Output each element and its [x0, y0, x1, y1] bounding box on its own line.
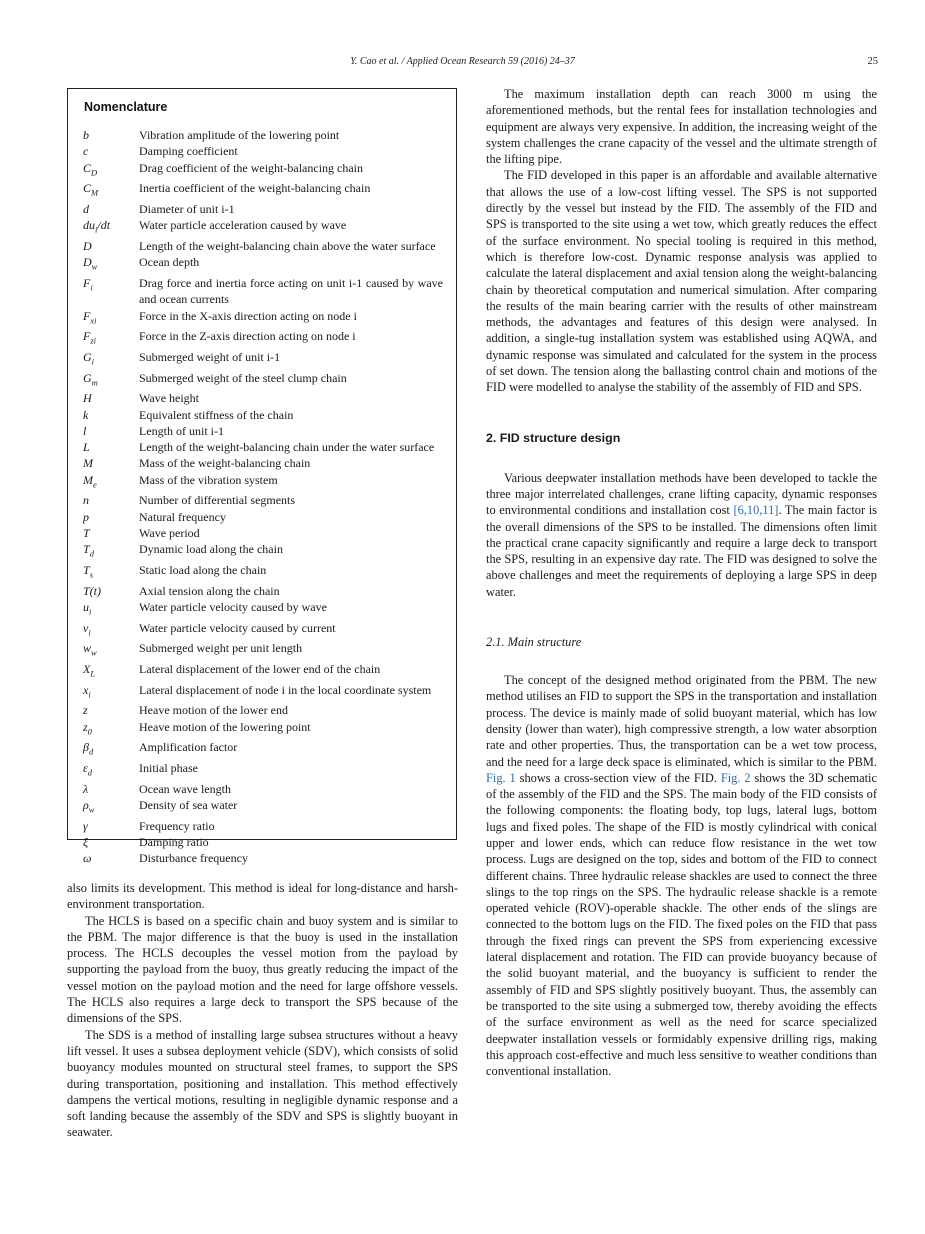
nomenclature-definition: Force in the Z-axis direction acting on node i — [139, 329, 356, 344]
nomenclature-symbol: $\rho_w$ — [83, 798, 95, 815]
nomenclature-row — [83, 781, 443, 797]
nomenclature-row — [83, 541, 443, 562]
nomenclature-definition: Heave motion of the lowering point — [139, 719, 311, 734]
nomenclature-row — [83, 797, 443, 818]
section-text-1: Various deepwater installation methods have been developed to tackle the three major interrelated challenges, crane lifting capacity, dynamic responses to environmental conditions and installation cost — [486, 470, 877, 518]
nomenclature-definition: Mass of the weight-balancing chain — [139, 456, 311, 471]
nomenclature-row — [83, 275, 443, 308]
nomenclature-definition: Damping ratio — [139, 835, 209, 850]
nomenclature-definition: Dynamic load along the chain — [139, 542, 283, 557]
nomenclature-symbol: ω — [83, 851, 92, 866]
nomenclature-symbol: p — [83, 509, 89, 524]
nomenclature-definition: Drag force and inertia force acting on unit i-1 caused by wave and ocean currents — [139, 275, 443, 307]
nomenclature-definition: Length of the weight-balancing chain above the water surface — [139, 238, 436, 253]
nomenclature-definition: Submerged weight of the steel clump chain — [139, 370, 347, 385]
nomenclature-symbol: $v_i$ — [83, 620, 91, 638]
left-paragraph-1: also limits its development. This method is ideal for long-distance and harsh-environment transportation. — [67, 881, 458, 912]
nomenclature-definition: Inertia coefficient of the weight-balancing chain — [139, 181, 371, 196]
nomenclature-symbol: $C_M$ — [83, 181, 99, 198]
nomenclature-row — [83, 370, 443, 391]
nomenclature-row — [83, 238, 443, 254]
nomenclature-row — [83, 349, 443, 370]
right-paragraph-1: The maximum installation depth can reach 3000 m using the aforementioned methods, but the rental fees for installation technologies and equipment are always very expensive. In addition, the increasing weight of the system challenges the crane capacity of the vessel and the ultimate strength of the lifting pipe. — [486, 87, 877, 167]
nomenclature-row — [83, 702, 443, 718]
nomenclature-symbol: H — [83, 391, 92, 406]
nomenclature-definition: Density of sea water — [139, 798, 238, 813]
nomenclature-row — [83, 217, 443, 238]
nomenclature-row — [83, 492, 443, 508]
nomenclature-row — [83, 739, 443, 760]
nomenclature-symbol: l — [83, 423, 87, 438]
nomenclature-row — [83, 160, 443, 181]
nomenclature-symbol: $x_i$ — [83, 682, 91, 700]
nomenclature-definition: Water particle acceleration caused by wave — [139, 218, 347, 233]
nomenclature-symbol: T — [83, 526, 90, 541]
nomenclature-definition: Ocean depth — [139, 255, 200, 270]
nomenclature-symbol: d — [83, 201, 89, 216]
nomenclature-definition: Vibration amplitude of the lowering point — [139, 128, 340, 142]
nomenclature-definition: Submerged weight of unit i-1 — [139, 349, 281, 364]
nomenclature-definition: Initial phase — [139, 761, 198, 776]
nomenclature-symbol: ξ — [83, 835, 89, 850]
section-text-2: . The main factor is the overall dimensions of the SPS to be installed. The dimensions often limit the practical crane capacity significantly and require a large deck to transport the SPS, resulting in an expensive day rate. The FID was designed to solve the above challenges and meet the requirements of deploying a large SPS in deep water. — [486, 503, 877, 599]
nomenclature-symbol: z — [83, 703, 88, 718]
nomenclature-row — [83, 719, 443, 740]
nomenclature-definition: Diameter of unit i-1 — [139, 201, 235, 216]
nomenclature-symbol: λ — [83, 781, 89, 796]
nomenclature-definition: Force in the X-axis direction acting on node i — [139, 308, 357, 323]
nomenclature-symbol: $T_d$ — [83, 542, 94, 559]
left-paragraph-2: The HCLS is based on a specific chain and buoy system and is similar to the PBM. The major difference is that the buoy is used in the installation process. The HCLS decouples the vessel motion from the payload by supporting the payload from the buoy, thus greatly reducing the impact of the vessel motion on the payload motion and the need for large offshore vessels. The HCLS also requires a large deck to transport the SPS because of the dimensions of the SPS. — [67, 913, 458, 1026]
nomenclature-row — [83, 562, 443, 583]
nomenclature-row — [83, 439, 443, 455]
nomenclature-row — [83, 599, 443, 620]
nomenclature-symbol: b — [83, 128, 89, 142]
nomenclature-definition: Length of the weight-balancing chain under the water surface — [139, 440, 435, 455]
nomenclature-symbol: $F_{zi}$ — [83, 329, 97, 346]
nomenclature-definition: Wave period — [139, 526, 200, 541]
nomenclature-row — [83, 423, 443, 439]
nomenclature-row — [83, 509, 443, 525]
nomenclature-row — [83, 254, 443, 275]
nomenclature-symbol: $G_m$ — [83, 370, 98, 387]
nomenclature-row — [83, 818, 443, 834]
nomenclature-row — [83, 127, 443, 143]
nomenclature-row — [83, 455, 443, 471]
nomenclature-definition: Natural frequency — [139, 509, 226, 524]
subsection-text-1: The concept of the designed method originated from the PBM. The new method utilises an FID to support the SPS in the transportation and installation process. The device is mainly made of solid buoyant material, which has low density (lower than water), high compressive strength, a low water absorption rate and other properties. Thus, the transportation can be a wet tow process, and the need for a large deck space is eliminated, which is similar to the PBM. — [486, 673, 877, 769]
fig1-link[interactable]: Fig. 1 — [486, 770, 516, 785]
nomenclature-symbol: $u_i$ — [83, 600, 92, 617]
subsection-text-3: shows the 3D schematic of the assembly of the FID and the SPS. The main body of the FID consists of the following components: the floating body, top lugs, lateral lugs, bottom lugs and fixed poles. The shape of the FID is mostly cylindrical with conical upper and lower ends, which can reduce flow resistance in the wet tow process. Lugs are designed on the top, sides and bottom of the FID to connect different chains. Three hydraulic release shackles are used to connect the three slings to the top rings on the SPS. The hydraulic release shackle is a remote operated vehicle (ROV)-operable shackle. The other ends of the slings are connected to the bottom lugs on the FID. The fixed poles on the FID that pass through the fixed rings can prevent the SPS from experiencing excessive lateral displacement and rotation. The FID can provide buoyancy because of the solid buoyant material, and the buoyancy is sufficient to render the assembly of FID and SPS slightly positively buoyant. Thus, the assembly can be transported to the site using a submerged tow, thereby avoiding the effects of the surface environment as well as the need for scarce specialized deepwater installation vessels or formidably expensive drilling rigs, making this approach cost-effective and much less sensitive to weather conditions than conventional installation. — [486, 770, 877, 1079]
nomenclature-row — [83, 682, 443, 703]
subsection-heading: 2.1. Main structure — [486, 635, 582, 650]
nomenclature-definition: Lateral displacement of the lower end of the chain — [139, 662, 381, 677]
nomenclature-definition: Submerged weight per unit length — [139, 641, 303, 656]
nomenclature-definition: Static load along the chain — [139, 563, 267, 578]
nomenclature-symbol: $F_{xi}$ — [83, 308, 97, 325]
nomenclature-symbol: $F_i$ — [83, 275, 93, 293]
nomenclature-row — [83, 583, 443, 599]
right-column — [486, 86, 877, 1079]
subsection-text-2: shows a cross-section view of the FID. — [515, 770, 721, 785]
nomenclature-definition: Amplification factor — [139, 740, 238, 755]
nomenclature-row — [83, 640, 443, 661]
nomenclature-symbol: $du_i/dt$ — [83, 218, 111, 235]
nomenclature-definition: Frequency ratio — [139, 818, 215, 833]
nomenclature-symbol: $\varepsilon_d$ — [83, 761, 92, 778]
nomenclature-row — [83, 760, 443, 781]
nomenclature-definition: Disturbance frequency — [139, 851, 248, 866]
nomenclature-definition: Mass of the vibration system — [139, 472, 278, 487]
fig2-link[interactable]: Fig. 2 — [720, 770, 751, 785]
nomenclature-symbol: $w_w$ — [83, 641, 97, 658]
nomenclature-symbol: $T_s$ — [83, 563, 93, 580]
section-heading: 2. FID structure design — [486, 430, 621, 445]
nomenclature-definition: Wave height — [139, 391, 200, 406]
running-title: Y. Cao et al. / Applied Ocean Research 59 (2016) 24–37 — [350, 56, 575, 67]
nomenclature-symbol: γ — [83, 818, 88, 833]
nomenclature-symbol: D — [83, 238, 92, 253]
nomenclature-symbol: c — [83, 144, 89, 159]
nomenclature-definition: Lateral displacement of node i in the local coordinate system — [139, 682, 432, 697]
section-paragraph — [486, 470, 877, 600]
nomenclature-title: Nomenclature — [84, 100, 168, 114]
right-paragraph-2: The FID developed in this paper is an affordable and available alternative that allows the use of a low-cost lifting vessel. The SPS is not supported directly by the vessel but instead by the FID. The assembly of the FID and SPS is transported to the site using a wet tow, which greatly reduces the effect of the surface environment. No special tooling is required in this method, which is therefore low-cost. Dynamic response analysis was applied to calculate the lateral displacement and axial tension along the weight-balancing chain by theoretical computation and numerical simulation. After comparing the results of the main bearing carrier with the results of other mainstream methods, the advantages and features of this design were analysed. In addition, a single-tug installation system was established using AQWA, and dynamic response was simulated and calculated for the system in the process of set down. The tension along the ballasting control chain and motions of the FID were modelled to analyse the stability of the assembly of FID and SPS. — [486, 168, 877, 395]
page-number: 25 — [867, 56, 878, 67]
nomenclature-definition: Drag coefficient of the weight-balancing chain — [139, 160, 364, 175]
nomenclature-list — [83, 127, 443, 867]
nomenclature-definition: Damping coefficient — [139, 144, 238, 159]
nomenclature-definition: Axial tension along the chain — [139, 583, 280, 598]
nomenclature-row — [83, 143, 443, 159]
left-column — [67, 880, 458, 1141]
nomenclature-definition: Heave motion of the lower end — [139, 703, 288, 718]
nomenclature-row — [83, 850, 443, 866]
nomenclature-symbol: $C_D$ — [83, 160, 98, 177]
nomenclature-row — [83, 328, 443, 349]
nomenclature-row — [83, 201, 443, 217]
nomenclature-definition: Length of unit i-1 — [139, 423, 224, 438]
nomenclature-definition: Number of differential segments — [139, 493, 296, 508]
nomenclature-definition: Equivalent stiffness of the chain — [139, 407, 294, 422]
nomenclature-symbol: $G_i$ — [83, 349, 95, 367]
nomenclature-symbol: $X_L$ — [83, 662, 96, 679]
nomenclature-row — [83, 661, 443, 682]
subsection-paragraph — [486, 672, 877, 1079]
nomenclature-symbol: k — [83, 407, 89, 422]
nomenclature-row — [83, 407, 443, 423]
nomenclature-row — [83, 308, 443, 329]
nomenclature-row — [83, 390, 443, 406]
nomenclature-symbol: $\beta_d$ — [83, 740, 94, 757]
nomenclature-symbol: $D_w$ — [83, 255, 98, 272]
nomenclature-row — [83, 620, 443, 641]
nomenclature-definition: Water particle velocity caused by current — [139, 620, 336, 635]
nomenclature-symbol: $z_0$ — [83, 719, 92, 737]
nomenclature-row — [83, 472, 443, 493]
nomenclature-symbol: n — [83, 493, 89, 508]
nomenclature-row — [83, 525, 443, 541]
nomenclature-row — [83, 180, 443, 201]
nomenclature-row — [83, 834, 443, 850]
nomenclature-definition: Ocean wave length — [139, 781, 231, 796]
nomenclature-symbol: M — [83, 456, 93, 471]
nomenclature-symbol: L — [83, 440, 90, 455]
citation-link[interactable]: [6,10,11] — [733, 503, 779, 518]
nomenclature-symbol: T(t) — [83, 583, 101, 598]
nomenclature-symbol: $M_e$ — [83, 472, 97, 490]
left-paragraph-3: The SDS is a method of installing large subsea structures without a heavy lift vessel. It uses a subsea deployment vehicle (SDV), which consists of solid buoyancy modules mounted on structural steel frames, to support the SPS during transportation, positioning and installation. This method effectively dampens the vertical motions, resulting in negligible dynamic response and a soft landing because the assembly of the SDV and SPS is slightly buoyant in seawater. — [67, 1027, 458, 1140]
nomenclature-definition: Water particle velocity caused by wave — [139, 600, 327, 615]
